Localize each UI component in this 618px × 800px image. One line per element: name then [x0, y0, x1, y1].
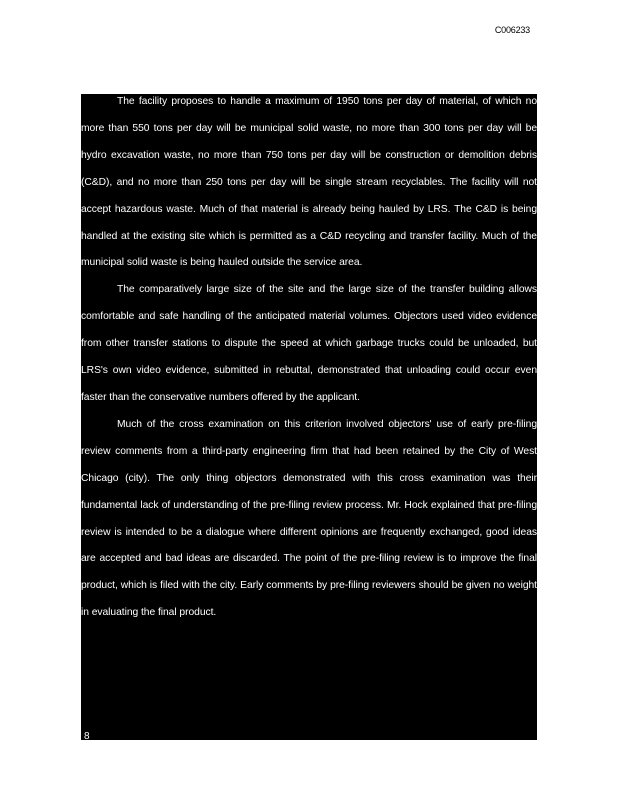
paragraph-facility-capacity: The facility proposes to handle a maximum of 1950 tons per day of material, of which no more than 550 tons per day will be municipal solid waste, no more than 300 tons per day will be hydro excavation waste, no more than 750 tons per day will be construction or demolition debris (C&D), and no more than 250 tons per day will be single stream recyclables. The facility will not accept hazardous waste. Much of that material is already being hauled by LRS. The C&D is being handled at the existing site which is permitted as a C&D recycling and transfer facility. Much of the municipal solid waste is being hauled outside the service area. — [81, 96, 537, 269]
document-body — [81, 94, 537, 740]
document-id: C006233 — [494, 25, 530, 35]
page-number: 8 — [84, 731, 90, 742]
paragraph-site-size: The comparatively large size of the site and the large size of the transfer building allows comfortable and safe handling of the anticipated material volumes. Objectors used video evidence from other transfer stations to dispute the speed at which garbage trucks could be unloaded, but LRS's own video evidence, submitted in rebuttal, demonstrated that unloading could occur even faster than the conservative numbers offered by the applicant. — [81, 284, 537, 403]
paragraph-cross-examination: Much of the cross examination on this criterion involved objectors' use of early pre-filing review comments from a third-party engineering firm that had been retained by the City of West Chicago (city). The only thing objectors demonstrated with this cross examination was their fundamental lack of understanding of the pre-filing review process. Mr. Hock explained that pre-filing review is intended to be a dialogue where different opinions are frequently exchanged, good ideas are accepted and bad ideas are discarded. The point of the pre-filing review is to improve the final product, which is filed with the city. Early comments by pre-filing reviewers should be given no weight in evaluating the final product. — [81, 418, 537, 619]
